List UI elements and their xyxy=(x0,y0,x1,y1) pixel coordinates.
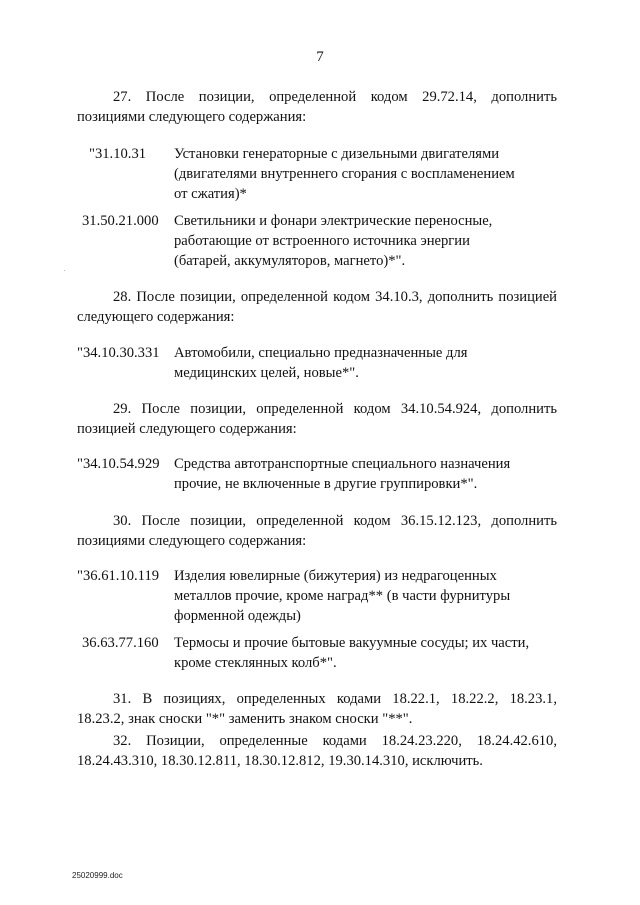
entry-code: "34.10.30.331 xyxy=(77,345,160,361)
paragraph-27 xyxy=(77,87,557,127)
entry-description xyxy=(174,633,534,673)
paragraph-27-first-line: 27. После позиции, определенной кодом 29.72.14, дополнить xyxy=(113,89,557,105)
paragraph-27-continuation: позициями следующего содержания: xyxy=(77,109,307,125)
entry-description xyxy=(174,144,534,204)
entry-description xyxy=(174,454,534,494)
entry-description-line: металлов прочие, кроме наград** (в части фурнитуры xyxy=(174,588,511,604)
entry-description-line: Автомобили, специально предназначенные для xyxy=(174,345,468,361)
entry-description xyxy=(174,343,534,383)
entry-description-line: Светильники и фонари электрические переносные, xyxy=(174,213,493,229)
paragraph-30-continuation: позициями следующего содержания: xyxy=(77,533,307,549)
entry-description-line: Изделия ювелирные (бижутерия) из недрагоценных xyxy=(174,568,497,584)
entry-description-line: Термосы и прочие бытовые вакуумные сосуды; их части, xyxy=(174,635,530,651)
entry-description xyxy=(174,566,534,626)
paragraph-29-first-line: 29. После позиции, определенной кодом 34.10.54.924, дополнить xyxy=(113,401,557,417)
entry-description-line: медицинских целей, новые*". xyxy=(174,365,359,381)
paragraph-28-first-line: 28. После позиции, определенной кодом 34.10.3, дополнить позицией xyxy=(113,289,557,305)
entry-code: 31.50.21.000 xyxy=(82,213,159,229)
page-number: 7 xyxy=(316,49,324,65)
paragraph-31-first-line: 31. В позициях, определенных кодами 18.22.1, 18.22.2, 18.23.1, xyxy=(113,691,557,707)
paragraph-32-continuation: 18.24.43.310, 18.30.12.811, 18.30.12.812, 19.30.14.310, исключить. xyxy=(77,753,483,769)
entry-code: "36.61.10.119 xyxy=(77,568,160,584)
entry-34-10-30-331 xyxy=(77,343,557,403)
paragraph-29-continuation: позицией следующего содержания: xyxy=(77,421,297,437)
entry-description-line: форменной одежды) xyxy=(174,608,301,624)
document-filename: 25020999.doc xyxy=(72,871,123,880)
entry-code: "34.10.54.929 xyxy=(77,456,160,472)
entry-code: 36.63.77.160 xyxy=(82,635,159,651)
entry-description-line: прочие, не включенные в другие группировки*". xyxy=(174,476,478,492)
paragraph-32 xyxy=(77,731,557,771)
scan-speck xyxy=(64,270,65,271)
paragraph-31 xyxy=(77,689,557,729)
entry-description-line: кроме стеклянных колб*". xyxy=(174,655,337,671)
entry-34-10-54-929 xyxy=(77,454,557,514)
entry-description-line: (двигателями внутреннего сгорания с воспламенением xyxy=(174,166,515,182)
entry-description-line: (батарей, аккумуляторов, магнето)*". xyxy=(174,253,406,269)
entry-description xyxy=(174,211,534,271)
paragraph-28 xyxy=(77,287,557,327)
entry-description-line: Средства автотранспортные специального назначения xyxy=(174,456,511,472)
paragraph-30 xyxy=(77,511,557,551)
entry-description-line: Установки генераторные с дизельными двигателями xyxy=(174,146,500,162)
paragraph-31-continuation: 18.23.2, знак сноски "*" заменить знаком сноски "**". xyxy=(77,711,413,727)
paragraph-32-first-line: 32. Позиции, определенные кодами 18.24.23.220, 18.24.42.610, xyxy=(113,733,557,749)
paragraph-29 xyxy=(77,399,557,439)
paragraph-30-first-line: 30. После позиции, определенной кодом 36.15.12.123, дополнить xyxy=(113,513,557,529)
paragraph-28-continuation: следующего содержания: xyxy=(77,309,235,325)
entry-36-63-77-160 xyxy=(77,633,557,693)
entry-description-line: от сжатия)* xyxy=(174,186,247,202)
entry-code: "31.10.31 xyxy=(89,146,147,162)
entry-36-61-10-119 xyxy=(77,566,557,626)
entry-31-50-21-000 xyxy=(77,211,557,271)
entry-31-10-31 xyxy=(77,144,557,204)
entry-description-line: работающие от встроенного источника энергии xyxy=(174,233,470,249)
